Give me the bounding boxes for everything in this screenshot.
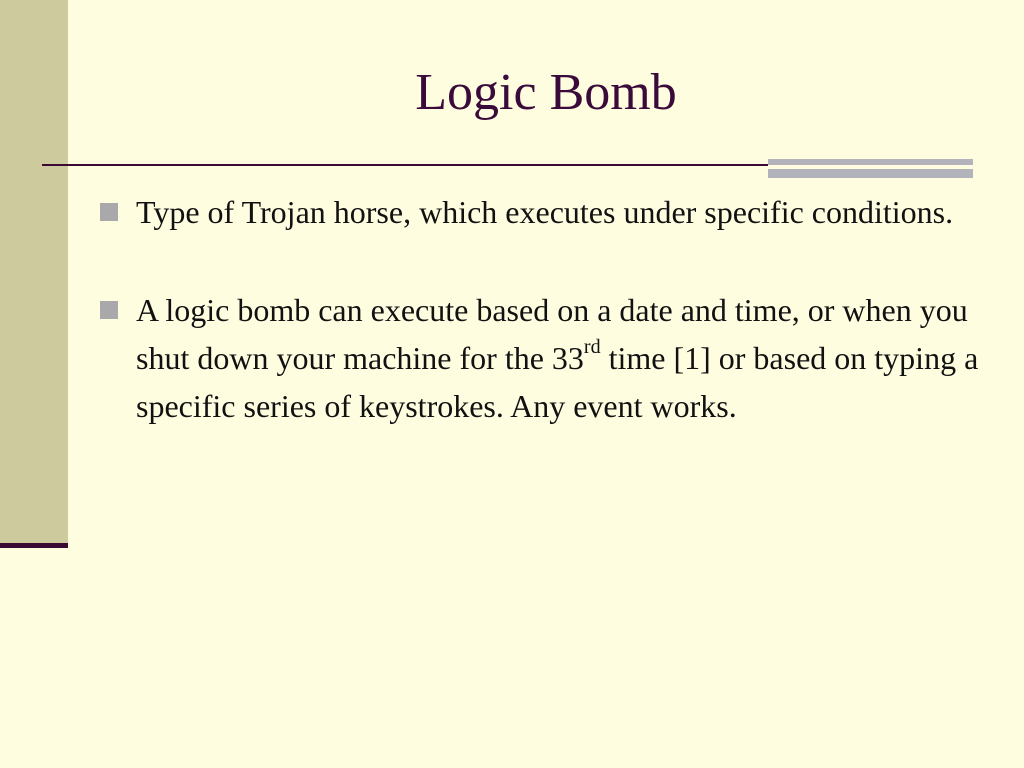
left-band-rule [0, 543, 68, 548]
bullet-text-2-after: time [1] or based on typing a specific series of keystrokes. Any event works. [136, 340, 979, 424]
bullet-item-1 [100, 188, 980, 236]
slide-title: Logic Bomb [415, 64, 677, 121]
title-accent-bar-top [768, 159, 973, 165]
bullet-text-2 [136, 292, 978, 424]
left-decorative-band [0, 0, 68, 547]
title-underline-rule [42, 164, 768, 166]
square-bullet-icon [100, 203, 118, 221]
ordinal-superscript: rd [583, 336, 601, 359]
bullet-list [100, 188, 980, 480]
square-bullet-icon [100, 301, 118, 319]
bullet-text-1: Type of Trojan horse, which executes under specific conditions. [136, 194, 954, 230]
bullet-text-2-before: A logic bomb can execute based on a date and time, or when you shut down your machine for the 33 [136, 292, 968, 376]
bullet-item-2 [100, 286, 980, 430]
title-accent-bar-bottom [768, 169, 973, 178]
